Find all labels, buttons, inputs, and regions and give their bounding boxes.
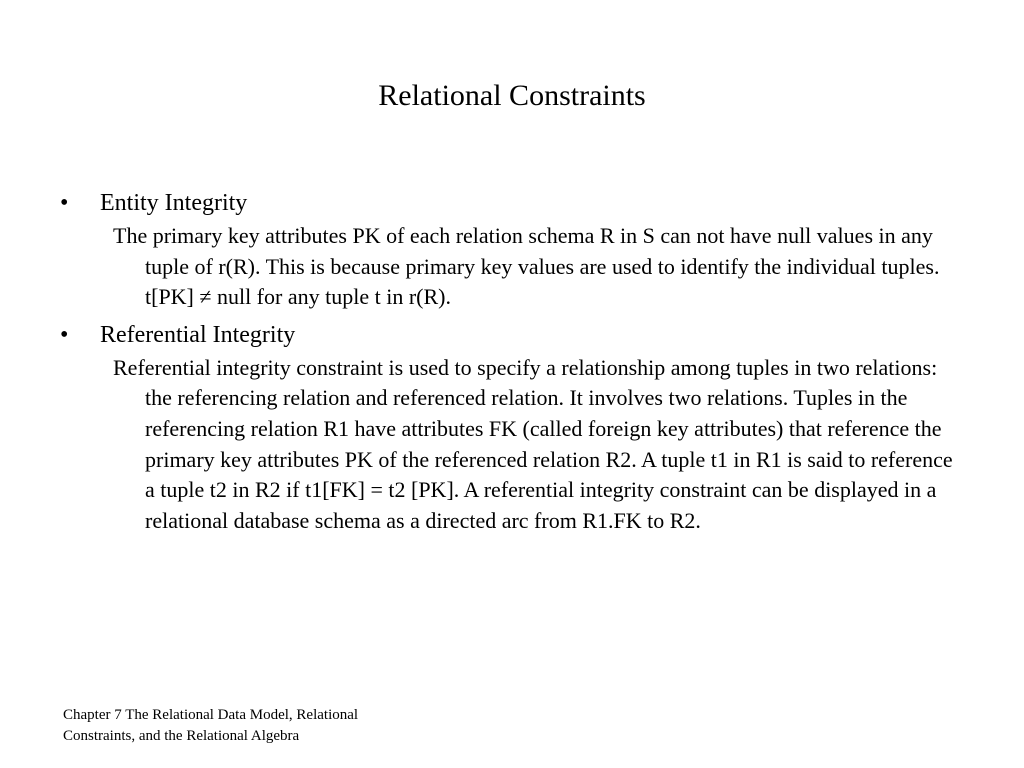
bullet-body-container	[60, 353, 960, 537]
bullet-referential-integrity	[60, 318, 960, 352]
footer-line: Constraints, and the Relational Algebra	[63, 728, 300, 744]
bullet-body-container	[60, 221, 960, 313]
entity-integrity-description: The primary key attributes PK of each relation schema R in S can not have null values in any tuple of r(R). This is because primary key values are used to identify the individual tuples. t[PK] ≠ null for any tuple t in r(R).	[113, 223, 940, 310]
bullet-marker: •	[60, 321, 69, 348]
bullet-heading: Entity Integrity	[100, 190, 248, 216]
referential-integrity-description: Referential integrity constraint is used to specify a relationship among tuples in two relations: the referencing relation and referenced relation. It involves two relations. Tuples in the referencing relation R1 have attributes FK (called foreign key attributes) that reference the primary key attributes PK of the referenced relation R2. A tuple t1 in R1 is said to reference a tuple t2 in R2 if t1[FK] = t2 [PK]. A referential integrity constraint can be displayed in a relational database schema as a directed arc from R1.FK to R2.	[113, 354, 953, 533]
bullet-marker: •	[60, 190, 69, 216]
slide-footer	[63, 705, 423, 747]
bullet-entity-integrity	[60, 186, 960, 220]
bullet-heading: Referential Integrity	[100, 321, 296, 348]
bullet-list	[60, 186, 960, 541]
slide-title: Relational Constraints	[378, 79, 646, 112]
footer-line: Chapter 7 The Relational Data Model, Relational	[63, 707, 359, 723]
